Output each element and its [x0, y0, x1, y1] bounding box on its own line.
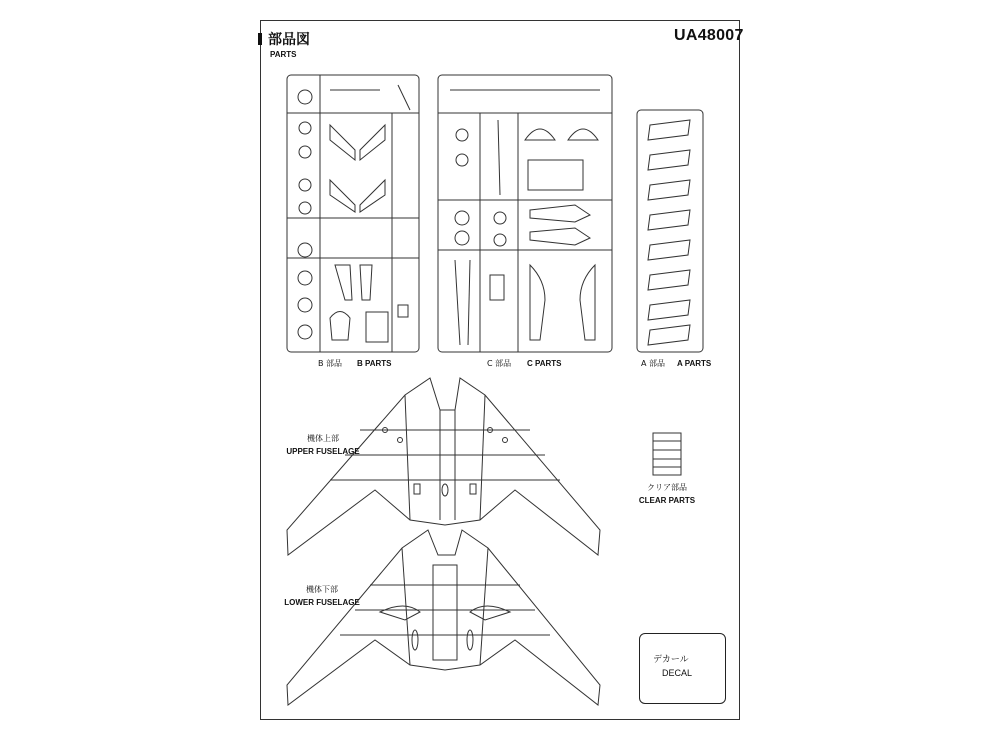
c-parts-label: C PARTS	[527, 359, 562, 368]
a-parts-label-jp: A 部品	[641, 359, 666, 368]
page-title: 部品図	[268, 32, 310, 48]
c-sprue	[438, 75, 612, 352]
lower-fuselage-drawing	[287, 530, 600, 705]
a-sprue	[637, 110, 703, 352]
upper-fuselage-drawing	[287, 378, 600, 555]
upper-fuselage-label-jp: 機体上部	[307, 434, 339, 443]
lower-fuselage-label-jp: 機体下部	[306, 585, 338, 594]
c-parts-label-jp: C 部品	[487, 359, 512, 368]
b-parts-label: B PARTS	[357, 359, 392, 368]
clear-parts-drawing	[653, 433, 681, 475]
clear-parts-caption	[635, 482, 699, 505]
page-subtitle: PARTS	[270, 50, 297, 59]
a-parts-label: A PARTS	[677, 359, 712, 368]
upper-fuselage-caption	[283, 433, 363, 456]
lower-fuselage-caption	[282, 584, 362, 607]
decal-label: DECAL	[662, 668, 693, 678]
lower-fuselage-label: LOWER FUSELAGE	[284, 598, 360, 607]
b-parts-label-jp: B 部品	[318, 359, 343, 368]
b-sprue	[287, 75, 419, 352]
clear-parts-label: CLEAR PARTS	[638, 496, 696, 505]
clear-parts-label-jp: クリア部品	[647, 483, 687, 492]
decal-label-jp: デカール	[653, 655, 689, 665]
product-code: UA48007	[674, 27, 744, 44]
upper-fuselage-label: UPPER FUSELAGE	[286, 447, 360, 456]
